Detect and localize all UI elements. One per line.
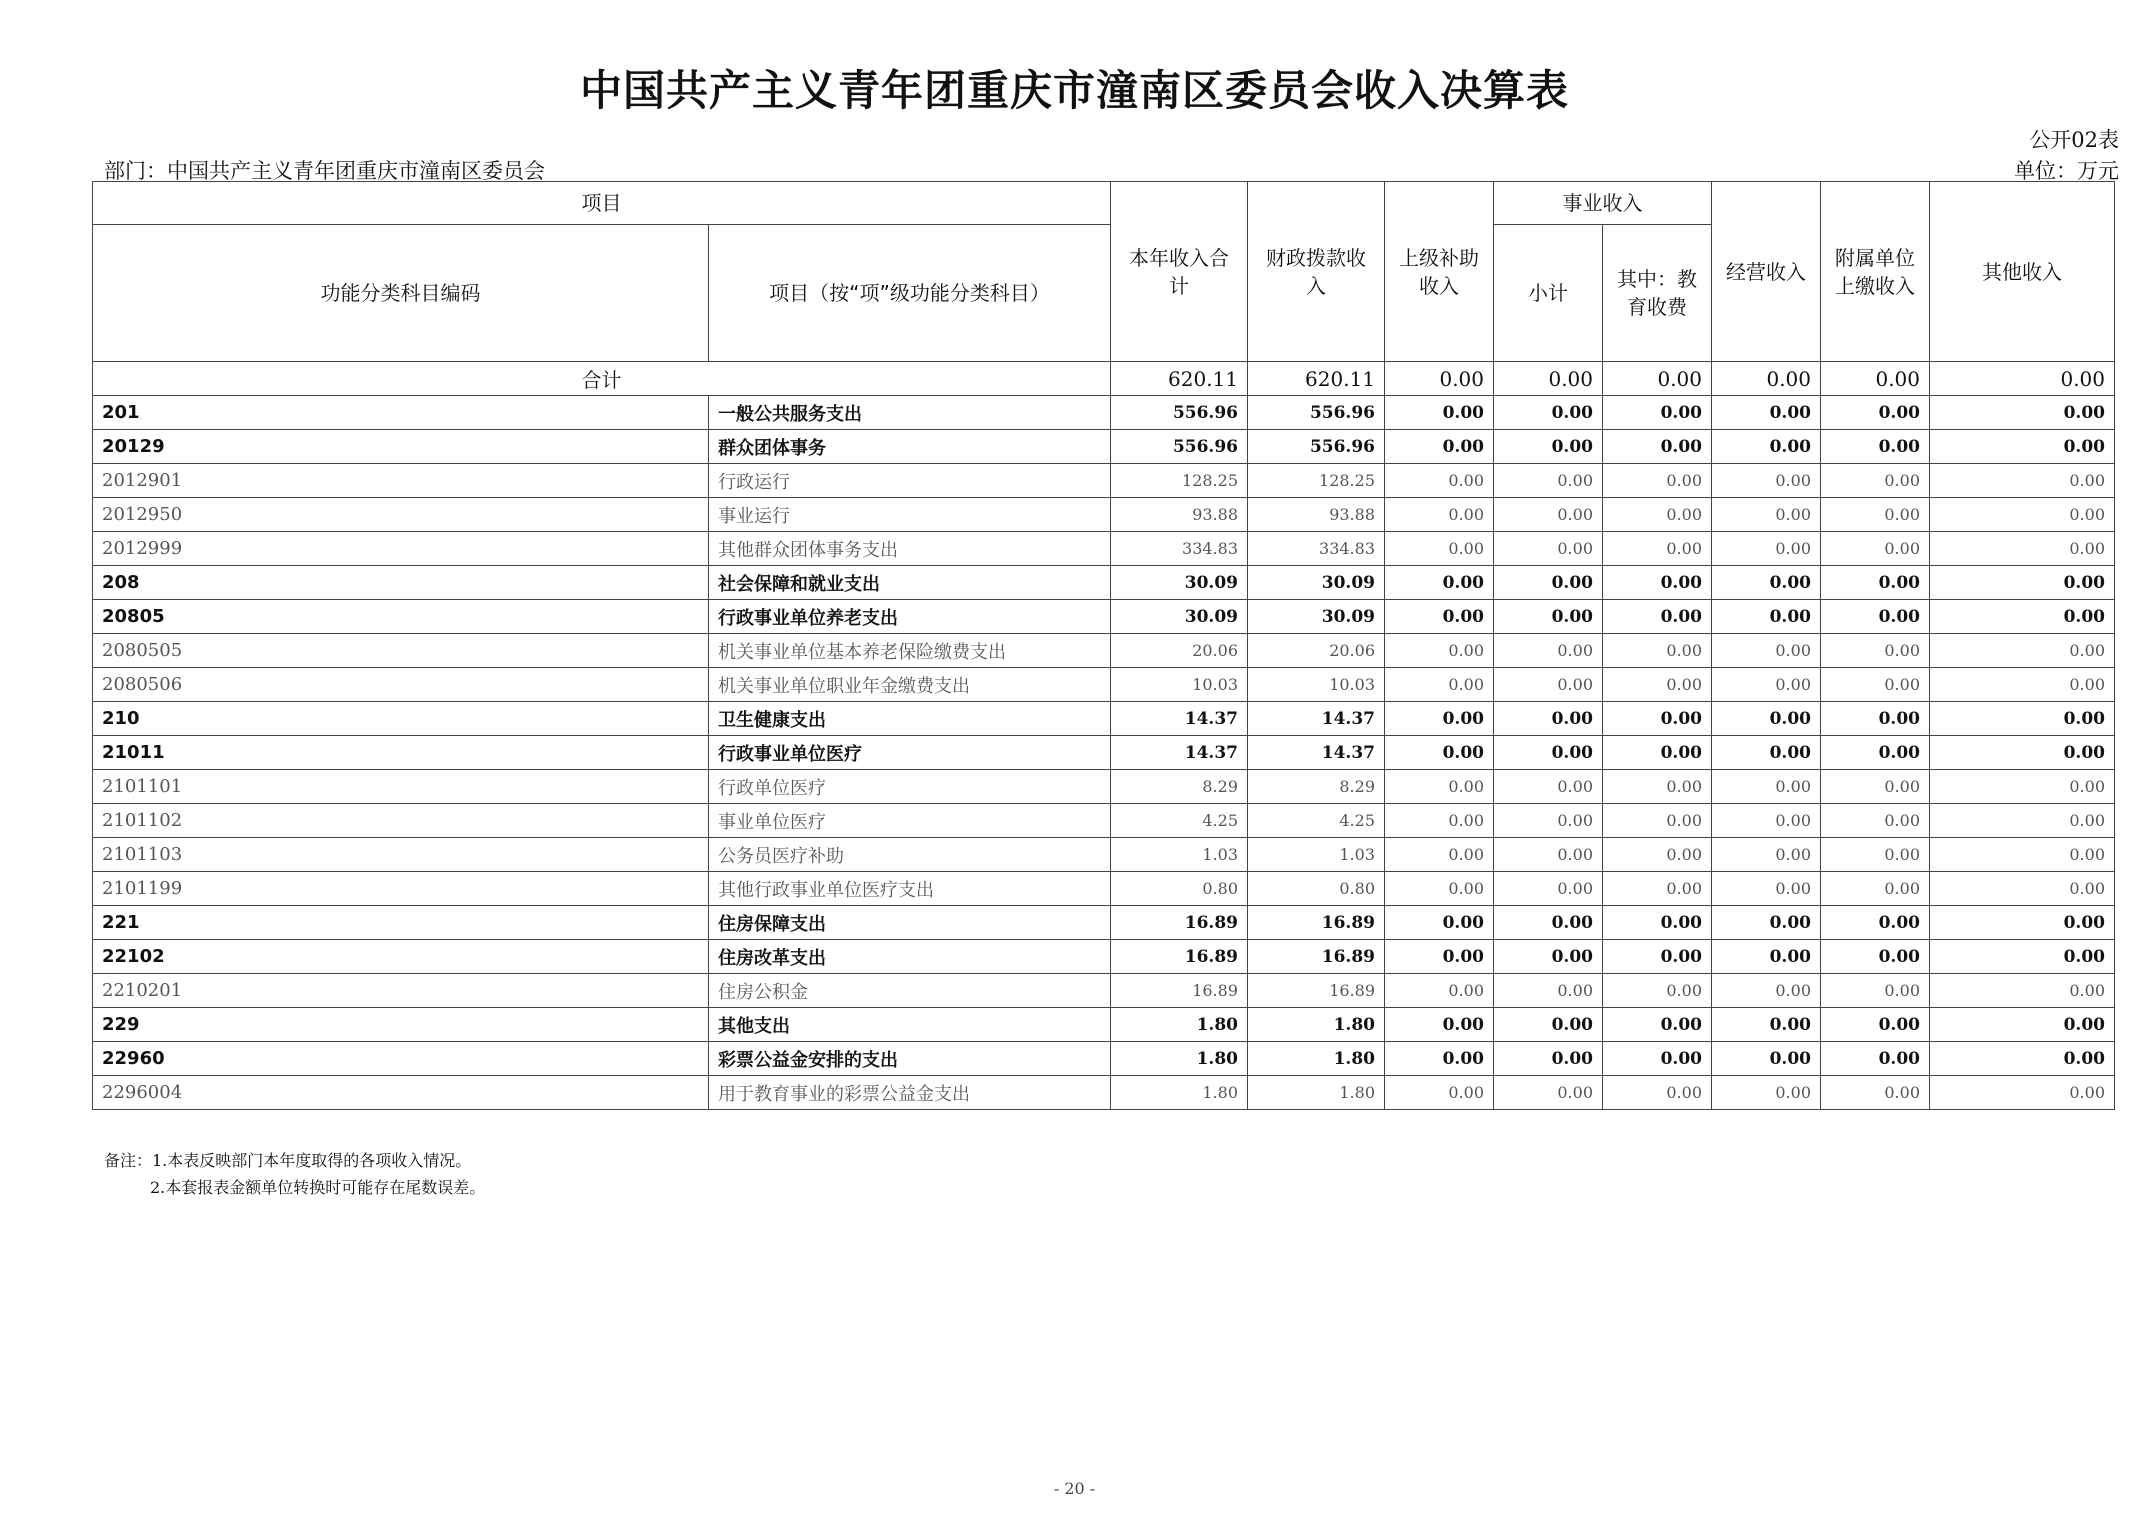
row-value: 0.00 [1494, 770, 1603, 804]
row-value: 0.00 [1603, 702, 1712, 736]
row-value: 16.89 [1248, 974, 1385, 1008]
row-value: 0.00 [1930, 1076, 2115, 1110]
row-value: 0.00 [1712, 634, 1821, 668]
row-value: 0.00 [1930, 668, 2115, 702]
row-code: 22960 [93, 1042, 709, 1076]
row-name: 社会保障和就业支出 [709, 566, 1111, 600]
row-value: 0.00 [1603, 1008, 1712, 1042]
row-value: 0.80 [1248, 872, 1385, 906]
row-code: 2210201 [93, 974, 709, 1008]
row-code: 20129 [93, 430, 709, 464]
row-value: 0.00 [1603, 498, 1712, 532]
table-row [93, 1008, 2115, 1042]
row-value: 30.09 [1111, 600, 1248, 634]
row-value: 0.00 [1930, 872, 2115, 906]
table-row [93, 396, 2115, 430]
row-value: 14.37 [1111, 736, 1248, 770]
row-value: 1.80 [1111, 1042, 1248, 1076]
row-value: 0.00 [1494, 1042, 1603, 1076]
income-table [92, 181, 2115, 1110]
row-value: 0.00 [1385, 736, 1494, 770]
table-row [93, 566, 2115, 600]
row-value: 0.00 [1494, 600, 1603, 634]
row-value: 10.03 [1248, 668, 1385, 702]
row-value: 16.89 [1248, 906, 1385, 940]
row-name: 行政单位医疗 [709, 770, 1111, 804]
row-value: 1.03 [1248, 838, 1385, 872]
header-subtotal: 小计 [1494, 225, 1603, 362]
row-value: 0.00 [1603, 974, 1712, 1008]
row-value: 0.00 [1821, 838, 1930, 872]
row-value: 0.00 [1385, 600, 1494, 634]
row-value: 0.00 [1603, 634, 1712, 668]
row-code: 210 [93, 702, 709, 736]
row-name: 彩票公益金安排的支出 [709, 1042, 1111, 1076]
row-value: 0.00 [1821, 804, 1930, 838]
row-value: 0.00 [1930, 600, 2115, 634]
total-row [93, 362, 2115, 396]
row-code: 201 [93, 396, 709, 430]
row-value: 0.00 [1821, 736, 1930, 770]
row-name: 事业单位医疗 [709, 804, 1111, 838]
row-code: 2080506 [93, 668, 709, 702]
row-value: 0.00 [1712, 838, 1821, 872]
row-value: 16.89 [1111, 906, 1248, 940]
row-name: 其他行政事业单位医疗支出 [709, 872, 1111, 906]
header-education-fees: 其中：教育收费 [1603, 225, 1712, 362]
table-row [93, 532, 2115, 566]
row-code: 20805 [93, 600, 709, 634]
row-code: 21011 [93, 736, 709, 770]
row-value: 0.00 [1385, 702, 1494, 736]
row-value: 0.00 [1494, 736, 1603, 770]
row-value: 1.80 [1248, 1076, 1385, 1110]
row-code: 2101199 [93, 872, 709, 906]
row-value: 0.00 [1603, 396, 1712, 430]
row-value: 0.00 [1930, 702, 2115, 736]
row-name: 机关事业单位职业年金缴费支出 [709, 668, 1111, 702]
table-row [93, 634, 2115, 668]
row-value: 14.37 [1111, 702, 1248, 736]
row-value: 0.00 [1494, 668, 1603, 702]
row-value: 0.00 [1821, 600, 1930, 634]
row-value: 0.00 [1494, 872, 1603, 906]
row-value: 0.00 [1494, 940, 1603, 974]
table-row [93, 736, 2115, 770]
row-value: 16.89 [1111, 940, 1248, 974]
total-value: 0.00 [1712, 362, 1821, 396]
total-value: 620.11 [1248, 362, 1385, 396]
row-name: 住房公积金 [709, 974, 1111, 1008]
row-value: 0.00 [1385, 668, 1494, 702]
row-value: 16.89 [1248, 940, 1385, 974]
row-value: 93.88 [1248, 498, 1385, 532]
header-affiliated: 附属单位上缴收入 [1821, 182, 1930, 362]
row-value: 0.00 [1712, 1008, 1821, 1042]
row-value: 0.00 [1930, 396, 2115, 430]
row-value: 1.80 [1248, 1042, 1385, 1076]
row-name: 事业运行 [709, 498, 1111, 532]
row-value: 0.00 [1712, 1076, 1821, 1110]
row-code: 2012999 [93, 532, 709, 566]
row-value: 0.00 [1494, 464, 1603, 498]
row-name: 住房改革支出 [709, 940, 1111, 974]
row-value: 0.00 [1494, 702, 1603, 736]
row-value: 0.00 [1385, 906, 1494, 940]
row-value: 14.37 [1248, 736, 1385, 770]
row-value: 0.00 [1385, 770, 1494, 804]
table-row [93, 702, 2115, 736]
page-title: 中国共产主义青年团重庆市潼南区委员会收入决算表 [579, 66, 1569, 115]
row-value: 0.00 [1821, 532, 1930, 566]
row-value: 0.00 [1930, 736, 2115, 770]
row-value: 0.00 [1712, 1042, 1821, 1076]
total-value: 0.00 [1821, 362, 1930, 396]
table-row [93, 872, 2115, 906]
row-value: 0.00 [1385, 430, 1494, 464]
row-code: 2012901 [93, 464, 709, 498]
row-name: 其他群众团体事务支出 [709, 532, 1111, 566]
table-row [93, 838, 2115, 872]
row-value: 0.00 [1712, 566, 1821, 600]
table-row [93, 600, 2115, 634]
row-name: 行政运行 [709, 464, 1111, 498]
total-value: 620.11 [1111, 362, 1248, 396]
row-value: 0.00 [1712, 600, 1821, 634]
row-name: 一般公共服务支出 [709, 396, 1111, 430]
row-value: 0.00 [1821, 396, 1930, 430]
row-value: 0.00 [1930, 464, 2115, 498]
row-value: 0.00 [1385, 396, 1494, 430]
row-value: 10.03 [1111, 668, 1248, 702]
row-value: 0.00 [1385, 464, 1494, 498]
row-value: 0.00 [1385, 838, 1494, 872]
row-value: 0.00 [1712, 396, 1821, 430]
row-value: 0.00 [1821, 906, 1930, 940]
row-value: 0.00 [1712, 464, 1821, 498]
row-value: 1.80 [1111, 1076, 1248, 1110]
header-other-income: 其他收入 [1930, 182, 2115, 362]
row-value: 0.00 [1494, 634, 1603, 668]
row-value: 0.00 [1821, 770, 1930, 804]
row-value: 334.83 [1248, 532, 1385, 566]
row-code: 2012950 [93, 498, 709, 532]
row-value: 30.09 [1248, 566, 1385, 600]
row-value: 0.00 [1494, 396, 1603, 430]
row-value: 334.83 [1111, 532, 1248, 566]
row-value: 0.00 [1494, 804, 1603, 838]
row-value: 0.00 [1603, 838, 1712, 872]
row-value: 0.00 [1385, 634, 1494, 668]
row-value: 0.00 [1385, 532, 1494, 566]
table-row [93, 464, 2115, 498]
row-value: 556.96 [1111, 430, 1248, 464]
row-value: 0.00 [1930, 770, 2115, 804]
table-row [93, 770, 2115, 804]
row-value: 0.00 [1930, 532, 2115, 566]
row-value: 14.37 [1248, 702, 1385, 736]
row-value: 0.00 [1603, 668, 1712, 702]
row-value: 556.96 [1111, 396, 1248, 430]
row-code: 2101101 [93, 770, 709, 804]
table-row [93, 1042, 2115, 1076]
row-value: 0.00 [1603, 736, 1712, 770]
row-value: 0.00 [1712, 906, 1821, 940]
row-value: 0.00 [1930, 940, 2115, 974]
row-code: 221 [93, 906, 709, 940]
total-value: 0.00 [1603, 362, 1712, 396]
note-2: 2.本套报表金额单位转换时可能存在尾数误差。 [150, 1178, 486, 1197]
row-value: 0.00 [1494, 430, 1603, 464]
row-value: 8.29 [1111, 770, 1248, 804]
row-value: 0.00 [1821, 634, 1930, 668]
row-value: 20.06 [1111, 634, 1248, 668]
table-row [93, 1076, 2115, 1110]
table-row [93, 940, 2115, 974]
row-value: 0.00 [1494, 498, 1603, 532]
row-value: 0.00 [1930, 634, 2115, 668]
row-name: 机关事业单位基本养老保险缴费支出 [709, 634, 1111, 668]
row-value: 0.00 [1385, 974, 1494, 1008]
unit-label: 单位：万元 [2014, 159, 2119, 183]
total-value: 0.00 [1494, 362, 1603, 396]
row-value: 0.00 [1603, 430, 1712, 464]
row-value: 0.00 [1930, 838, 2115, 872]
row-value: 4.25 [1111, 804, 1248, 838]
row-name: 公务员医疗补助 [709, 838, 1111, 872]
row-value: 0.00 [1385, 1042, 1494, 1076]
row-code: 208 [93, 566, 709, 600]
row-name: 行政事业单位养老支出 [709, 600, 1111, 634]
row-name: 群众团体事务 [709, 430, 1111, 464]
row-value: 0.00 [1821, 872, 1930, 906]
row-code: 2296004 [93, 1076, 709, 1110]
row-value: 0.00 [1603, 1042, 1712, 1076]
row-value: 0.00 [1930, 566, 2115, 600]
row-name: 卫生健康支出 [709, 702, 1111, 736]
row-value: 0.00 [1385, 1008, 1494, 1042]
row-value: 1.03 [1111, 838, 1248, 872]
row-value: 0.00 [1821, 566, 1930, 600]
row-value: 30.09 [1248, 600, 1385, 634]
row-value: 0.00 [1712, 498, 1821, 532]
header-operating-income: 经营收入 [1712, 182, 1821, 362]
notes [104, 1147, 485, 1201]
row-value: 93.88 [1111, 498, 1248, 532]
row-value: 0.00 [1494, 566, 1603, 600]
row-value: 0.00 [1603, 1076, 1712, 1110]
total-value: 0.00 [1930, 362, 2115, 396]
row-value: 0.80 [1111, 872, 1248, 906]
row-value: 0.00 [1821, 1008, 1930, 1042]
row-value: 0.00 [1603, 600, 1712, 634]
row-value: 0.00 [1385, 566, 1494, 600]
row-code: 229 [93, 1008, 709, 1042]
row-value: 0.00 [1712, 702, 1821, 736]
row-value: 0.00 [1712, 940, 1821, 974]
row-value: 0.00 [1494, 532, 1603, 566]
header-business-income: 事业收入 [1494, 182, 1712, 225]
row-name: 用于教育事业的彩票公益金支出 [709, 1076, 1111, 1110]
header-fiscal: 财政拨款收入 [1248, 182, 1385, 362]
row-value: 0.00 [1930, 498, 2115, 532]
row-value: 128.25 [1248, 464, 1385, 498]
row-value: 0.00 [1821, 430, 1930, 464]
row-value: 0.00 [1712, 668, 1821, 702]
row-code: 22102 [93, 940, 709, 974]
row-value: 0.00 [1494, 1008, 1603, 1042]
row-value: 0.00 [1930, 974, 2115, 1008]
table-row [93, 668, 2115, 702]
row-value: 0.00 [1494, 1076, 1603, 1110]
form-id: 公开02表 [2029, 128, 2119, 152]
header-superior-subsidy: 上级补助收入 [1385, 182, 1494, 362]
row-name: 住房保障支出 [709, 906, 1111, 940]
row-value: 0.00 [1712, 430, 1821, 464]
row-value: 0.00 [1821, 1042, 1930, 1076]
total-label: 合计 [93, 362, 1111, 396]
table-row [93, 804, 2115, 838]
row-code: 2101102 [93, 804, 709, 838]
row-value: 0.00 [1385, 872, 1494, 906]
row-value: 1.80 [1248, 1008, 1385, 1042]
header-name: 项目（按“项”级功能分类科目） [709, 225, 1111, 362]
row-value: 0.00 [1603, 464, 1712, 498]
row-value: 0.00 [1821, 668, 1930, 702]
row-value: 0.00 [1930, 1042, 2115, 1076]
row-value: 0.00 [1385, 498, 1494, 532]
row-value: 0.00 [1821, 1076, 1930, 1110]
total-value: 0.00 [1385, 362, 1494, 396]
header-code: 功能分类科目编码 [93, 225, 709, 362]
row-value: 8.29 [1248, 770, 1385, 804]
row-name: 其他支出 [709, 1008, 1111, 1042]
row-value: 0.00 [1603, 906, 1712, 940]
row-code: 2080505 [93, 634, 709, 668]
row-value: 16.89 [1111, 974, 1248, 1008]
row-value: 0.00 [1930, 906, 2115, 940]
row-value: 0.00 [1603, 532, 1712, 566]
table-row [93, 430, 2115, 464]
table-row [93, 498, 2115, 532]
row-value: 0.00 [1712, 872, 1821, 906]
row-value: 0.00 [1385, 1076, 1494, 1110]
header-total-income: 本年收入合计 [1111, 182, 1248, 362]
row-value: 0.00 [1603, 804, 1712, 838]
row-value: 0.00 [1821, 702, 1930, 736]
row-value: 0.00 [1821, 974, 1930, 1008]
department-label: 部门：中国共产主义青年团重庆市潼南区委员会 [104, 159, 545, 183]
row-value: 0.00 [1712, 532, 1821, 566]
row-name: 行政事业单位医疗 [709, 736, 1111, 770]
row-value: 0.00 [1821, 940, 1930, 974]
table-row [93, 906, 2115, 940]
row-value: 0.00 [1385, 804, 1494, 838]
row-value: 0.00 [1712, 736, 1821, 770]
row-value: 30.09 [1111, 566, 1248, 600]
row-value: 0.00 [1930, 430, 2115, 464]
row-value: 0.00 [1821, 498, 1930, 532]
page-number: - 20 - [1053, 1479, 1096, 1498]
row-value: 0.00 [1930, 1008, 2115, 1042]
table-row [93, 974, 2115, 1008]
row-value: 20.06 [1248, 634, 1385, 668]
row-value: 1.80 [1111, 1008, 1248, 1042]
row-value: 0.00 [1494, 974, 1603, 1008]
row-value: 0.00 [1712, 770, 1821, 804]
row-value: 4.25 [1248, 804, 1385, 838]
row-value: 0.00 [1712, 974, 1821, 1008]
row-value: 0.00 [1930, 804, 2115, 838]
row-value: 128.25 [1111, 464, 1248, 498]
row-value: 0.00 [1603, 940, 1712, 974]
header-project: 项目 [93, 182, 1111, 225]
row-value: 0.00 [1494, 906, 1603, 940]
row-value: 0.00 [1821, 464, 1930, 498]
row-value: 0.00 [1603, 770, 1712, 804]
row-value: 0.00 [1603, 872, 1712, 906]
note-1: 备注：1.本表反映部门本年度取得的各项收入情况。 [104, 1151, 472, 1170]
row-value: 556.96 [1248, 396, 1385, 430]
row-value: 0.00 [1712, 804, 1821, 838]
row-code: 2101103 [93, 838, 709, 872]
row-value: 0.00 [1494, 838, 1603, 872]
row-value: 0.00 [1385, 940, 1494, 974]
row-value: 0.00 [1603, 566, 1712, 600]
row-value: 556.96 [1248, 430, 1385, 464]
